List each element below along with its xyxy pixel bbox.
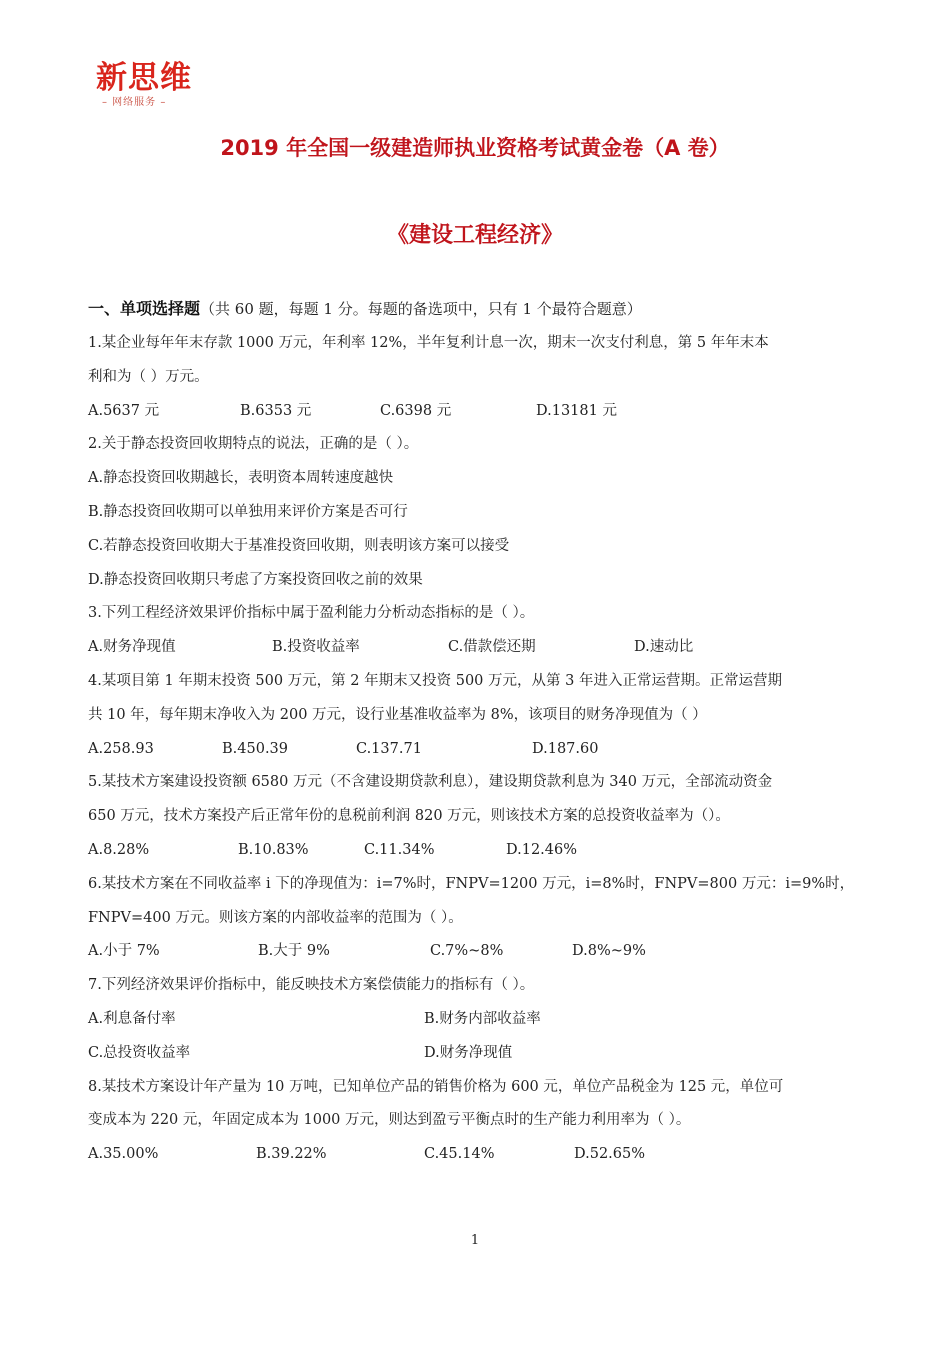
question-6-options (88, 935, 868, 969)
question-6-option-a: A.小于 7% (88, 943, 160, 960)
question-1-option-b: B.6353 元 (240, 402, 312, 419)
question-6-stem-line-1: 6.某技术方案在不同收益率 i 下的净现值为：i=7%时，FNPV=1200 万元，i=8%时，FNPV=800 万元：i=9%时， (88, 875, 855, 892)
question-3-option-d: D.速动比 (634, 639, 694, 656)
question-8-option-a: A.35.00% (88, 1146, 159, 1163)
question-4-stem-line-1: 4.某项目第 1 年期末投资 500 万元，第 2 年期末又投资 500 万元，从第 3 年进入正常运营期。正常运营期 (88, 672, 782, 689)
question-8-option-b: B.39.22% (256, 1146, 327, 1163)
question-1-stem-line-1: 1.某企业每年年末存款 1000 万元，年利率 12%，半年复利计息一次，期末一次支付利息，第 5 年年末本 (88, 335, 769, 351)
logo-text: 新思维 (96, 60, 192, 96)
question-6-option-d: D.8%~9% (572, 943, 646, 960)
question-4-option-b: B.450.39 (222, 740, 289, 757)
question-5-option-d: D.12.46% (506, 841, 578, 858)
section-note: （共 60 题，每题 1 分。每题的备选项中，只有 1 个最符合题意） (200, 300, 642, 318)
exam-title: 2019 年全国一级建造师执业资格考试黄金卷（A 卷） (220, 136, 730, 160)
section-heading: 一、单项选择题 (88, 299, 201, 318)
question-5-option-b: B.10.83% (238, 841, 309, 858)
question-7-option-c: C.总投资收益率 (88, 1044, 191, 1061)
question-7-options-row-1 (88, 1003, 868, 1037)
question-7-option-d: D.财务净现值 (424, 1044, 513, 1061)
question-1-option-d: D.13181 元 (536, 402, 617, 419)
question-4-option-c: C.137.71 (356, 740, 422, 757)
question-4-options (88, 733, 868, 767)
question-5-option-c: C.11.34% (364, 841, 435, 858)
question-4-stem-line-2: 共 10 年，每年期末净收入为 200 万元，设行业基准收益率为 8%，该项目的财务净现值为（ ） (88, 706, 707, 723)
question-list (88, 327, 868, 1172)
question-6-option-c: C.7%~8% (430, 943, 504, 960)
question-8-stem-line-1: 8.某技术方案设计年产量为 10 万吨，已知单位产品的销售价格为 600 元，单位产品税金为 125 元，单位可 (88, 1078, 784, 1095)
question-7-stem: 7.下列经济效果评价指标中，能反映技术方案偿债能力的指标有（ ）。 (88, 977, 535, 994)
question-3-options (88, 631, 868, 665)
question-1-option-c: C.6398 元 (380, 402, 452, 419)
question-7-options-row-2 (88, 1037, 868, 1071)
question-7-option-b: B.财务内部收益率 (424, 1010, 541, 1027)
question-1-stem-line-2: 利和为（ ）万元。 (88, 368, 209, 385)
question-1-option-a: A.5637 元 (88, 402, 160, 419)
question-3-option-c: C.借款偿还期 (448, 639, 536, 656)
question-5-stem-line-2: 650 万元，技术方案投产后正常年份的息税前利润 820 万元，则该技术方案的总投资收益率为（）。 (88, 808, 730, 825)
page-number: 1 (470, 1233, 480, 1248)
question-8-stem-line-2: 变成本为 220 元，年固定成本为 1000 万元，则达到盈亏平衡点时的生产能力利用率为（ ）。 (88, 1112, 691, 1129)
question-4-option-a: A.258.93 (88, 740, 154, 757)
question-5-option-a: A.8.28% (88, 841, 150, 858)
brand-logo (96, 60, 206, 116)
question-2-option-c: C.若静态投资回收期大于基准投资回收期，则表明该方案可以接受 (88, 537, 510, 554)
subject-title: 《建设工程经济》 (386, 223, 563, 248)
logo-subtext: – 网络服务 – (102, 97, 167, 108)
question-2-option-a: A.静态投资回收期越长，表明资本周转速度越快 (88, 470, 394, 487)
question-3-stem: 3.下列工程经济效果评价指标中属于盈利能力分析动态指标的是（ ）。 (88, 605, 535, 622)
question-4-option-d: D.187.60 (532, 740, 599, 757)
question-5-options (88, 834, 868, 868)
question-8-option-c: C.45.14% (424, 1146, 495, 1163)
question-1-options (88, 395, 868, 429)
question-6-option-b: B.大于 9% (258, 943, 330, 960)
question-2-stem: 2.关于静态投资回收期特点的说法，正确的是（ ）。 (88, 436, 419, 453)
section-header (88, 296, 642, 322)
question-3-option-b: B.投资收益率 (272, 639, 360, 656)
question-7-option-a: A.利息备付率 (88, 1010, 176, 1027)
question-6-stem-line-2: FNPV=400 万元。则该方案的内部收益率的范围为（ ）。 (88, 909, 463, 926)
question-8-options (88, 1138, 868, 1172)
question-2-option-d: D.静态投资回收期只考虑了方案投资回收之前的效果 (88, 571, 423, 588)
question-3-option-a: A.财务净现值 (88, 639, 176, 656)
question-8-option-d: D.52.65% (574, 1146, 646, 1163)
question-5-stem-line-1: 5.某技术方案建设投资额 6580 万元（不含建设期贷款利息），建设期贷款利息为 340 万元，全部流动资金 (88, 774, 773, 791)
question-2-option-b: B.静态投资回收期可以单独用来评价方案是否可行 (88, 503, 408, 520)
